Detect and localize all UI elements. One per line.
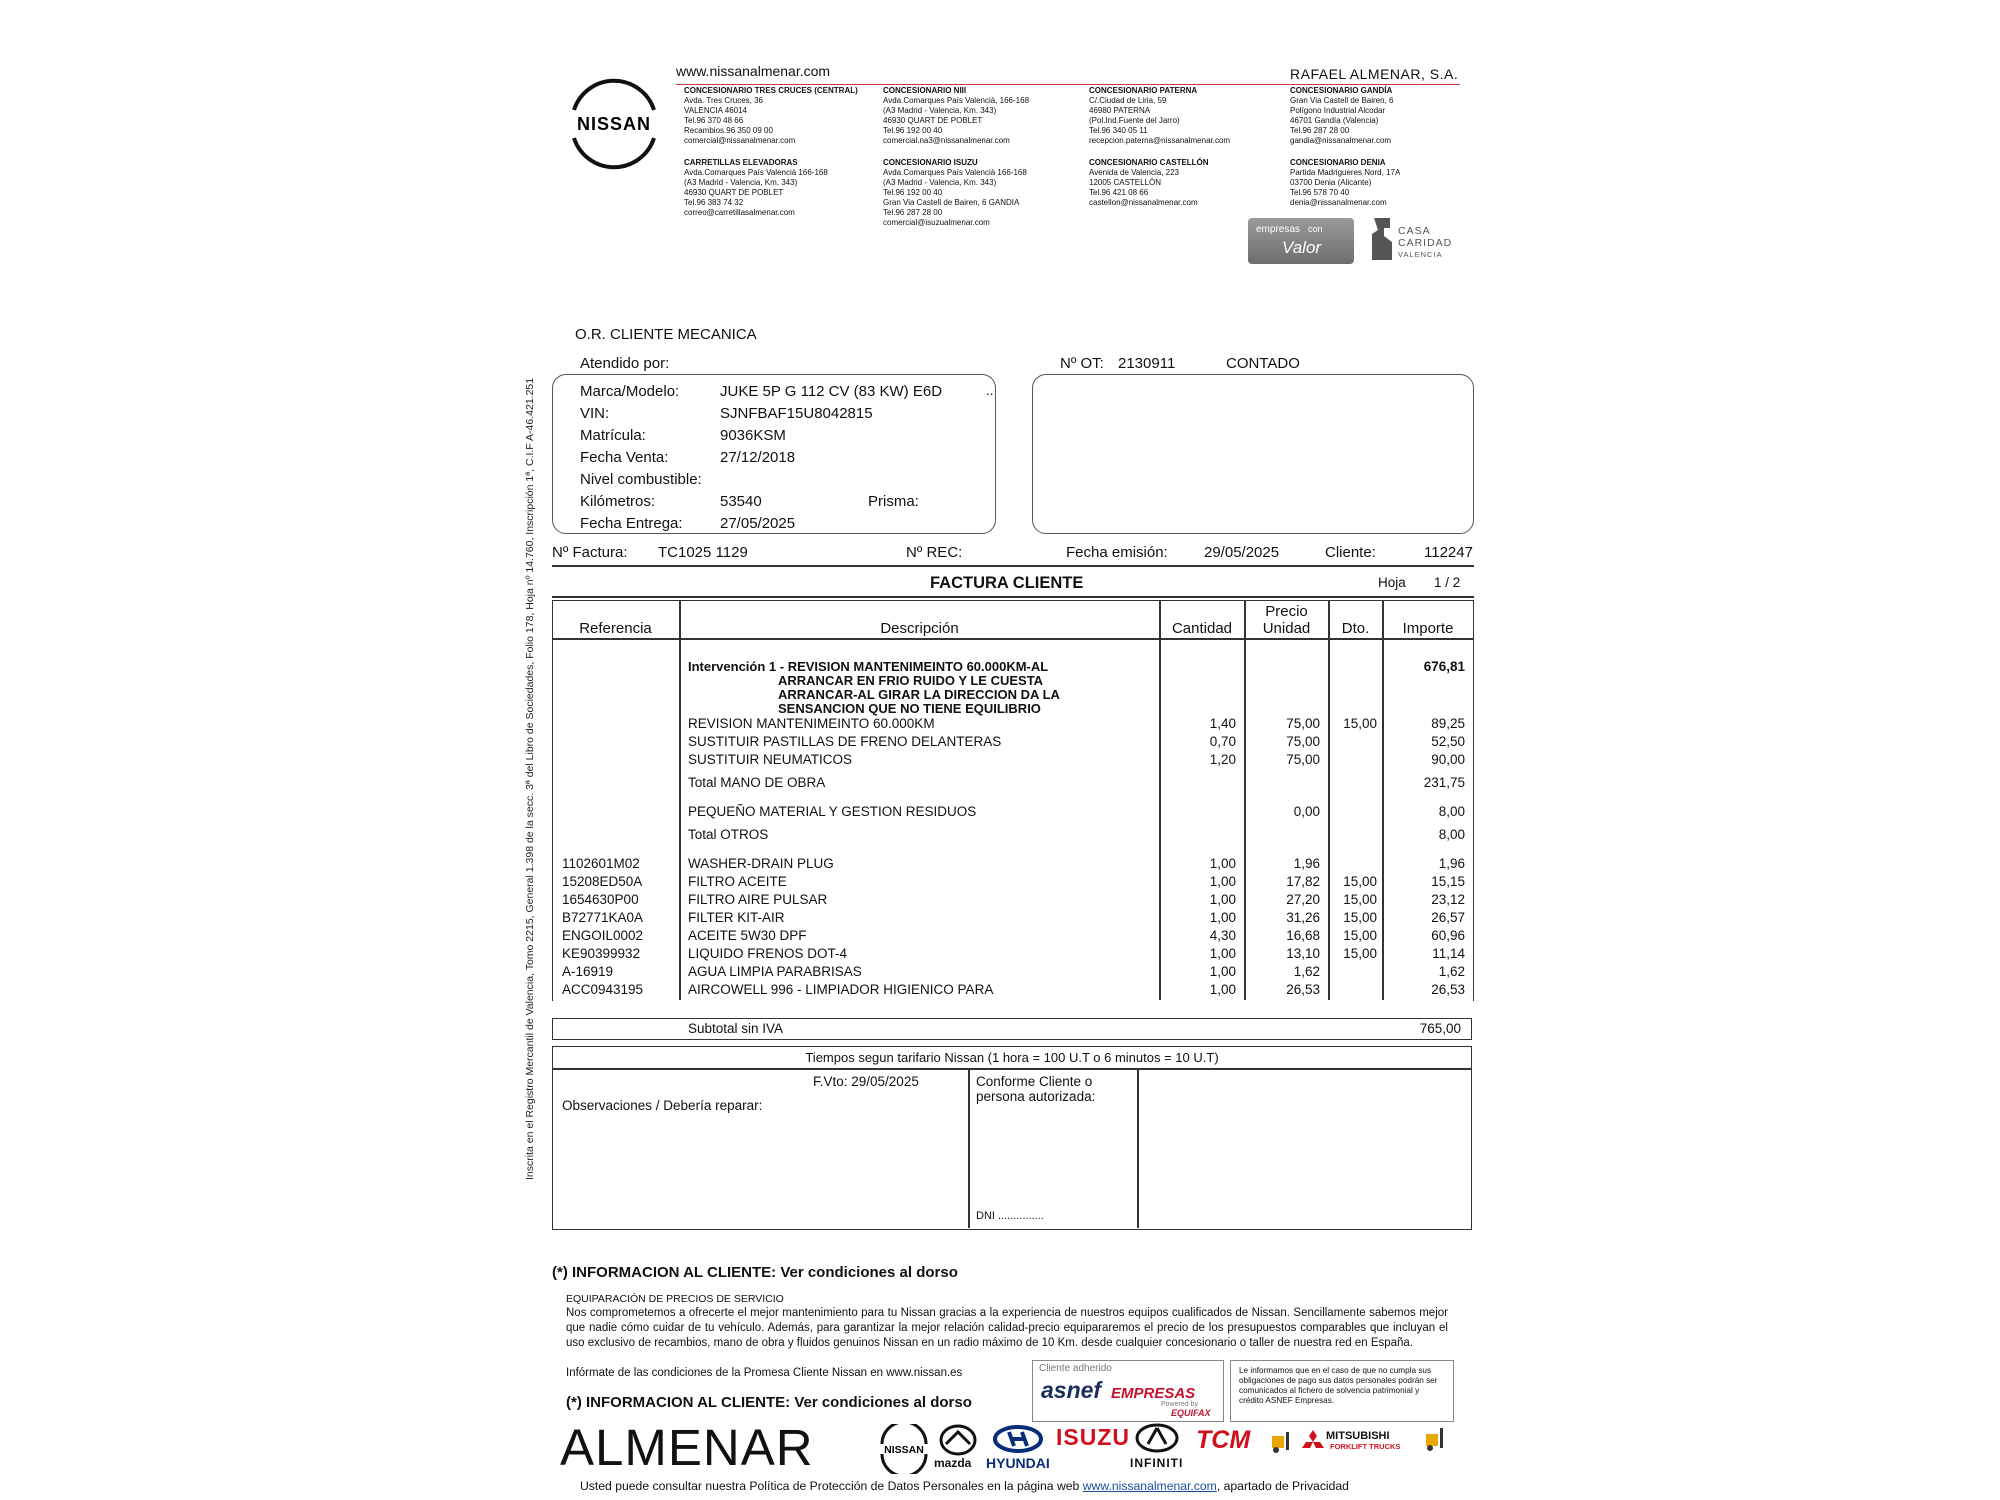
part-price: 13,10 <box>1286 946 1320 961</box>
forklift-icon <box>1270 1430 1294 1454</box>
labour-amount: 90,00 <box>1431 752 1465 767</box>
part-ref: 15208ED50A <box>562 874 643 889</box>
part-amount: 26,53 <box>1431 982 1465 997</box>
km-label: Kilómetros: <box>580 493 656 510</box>
part-dto: 15,00 <box>1343 892 1377 907</box>
dni-field: DNI ............... <box>976 1210 1044 1222</box>
labour-total-label: Total MANO DE OBRA <box>688 775 826 790</box>
part-amount: 1,96 <box>1438 856 1465 871</box>
prisma-label: Prisma: <box>868 493 919 510</box>
labour-price: 75,00 <box>1286 716 1320 731</box>
part-ref: KE90399932 <box>562 946 641 961</box>
header-descripcion: Descripción <box>880 620 959 637</box>
header-referencia: Referencia <box>579 620 652 637</box>
delivery-value: 27/05/2025 <box>720 515 796 532</box>
part-price: 26,53 <box>1286 982 1320 997</box>
part-ref: ACC0943195 <box>562 982 644 997</box>
mazda-icon <box>938 1424 978 1456</box>
part-qty: 1,00 <box>1209 946 1236 961</box>
order-title: O.R. CLIENTE MECANICA <box>575 326 757 343</box>
times-note: Tiempos segun tarifario Nissan (1 hora = 100 U.T o 6 minutos = 10 U.T) <box>805 1050 1219 1065</box>
times-rule <box>552 1068 1472 1070</box>
page-value: 1 / 2 <box>1434 575 1461 590</box>
sale-date-value: 27/12/2018 <box>720 449 796 466</box>
part-desc: FILTRO ACEITE <box>688 874 787 889</box>
dealer-castellon: CONCESIONARIO CASTELLÓN Avenida de Valencia, 223 12005 CASTELLÓN Tel.96 421 08 66 castellon@nissanalmenar.com <box>1089 158 1209 207</box>
part-desc: ACEITE 5W30 DPF <box>688 928 807 943</box>
company-name: RAFAEL ALMENAR, S.A. <box>1290 66 1459 82</box>
header-bottom-rule <box>552 638 1474 640</box>
mitsubishi-sub: FORKLIFT TRUCKS <box>1330 1442 1401 1451</box>
subtotal-value: 765,00 <box>1419 1021 1461 1036</box>
vin-value: SJNFBAF15U8042815 <box>720 405 873 422</box>
svg-text:NISSAN: NISSAN <box>576 114 652 134</box>
info-paragraph-2: Infórmate de las condiciones de la Promesa Cliente Nissan en www.nissan.es <box>566 1367 963 1379</box>
part-desc: FILTER KIT-AIR <box>688 910 785 925</box>
part-ref: B72771KA0A <box>562 910 644 925</box>
dealer-carretillas: CARRETILLAS ELEVADORAS Avda.Comarques País Valencià 166-168 (A3 Madrid - Valencia, Km. 343) 46930 QUART DE POBLET Tel.96 383 74 32 correo@carretillasalmenar.com <box>684 158 828 217</box>
dealer-tres-cruces: CONCESIONARIO TRES CRUCES (CENTRAL) Avda. Tres Cruces, 36 VALENCIA 46014 Tel.96 370 48 66 Recambios.96 350 09 00 comercial@nissanalmenar.com <box>684 86 858 145</box>
labour-total: 231,75 <box>1423 775 1465 790</box>
part-qty: 1,00 <box>1209 892 1236 907</box>
asnef-badge: Cliente adherido asnef EMPRESAS Powered by EQUIFAX <box>1032 1360 1224 1422</box>
hyundai-icon <box>992 1424 1044 1454</box>
intervention-line-4: SENSANCION QUE NO TIENE EQUILIBRIO <box>778 701 1041 716</box>
header-precio: Precio <box>1265 603 1308 620</box>
empresas-con-valor-badge: empresas con Valor <box>1248 218 1354 264</box>
labour-amount: 52,50 <box>1431 734 1465 749</box>
part-ref: ENGOIL0002 <box>562 928 644 943</box>
privacy-text-after: , apartado de Privacidad <box>1216 1479 1349 1493</box>
conforme-label: Conforme Cliente o persona autorizada: <box>976 1074 1096 1104</box>
part-qty: 1,00 <box>1209 874 1236 889</box>
info-paragraph: Nos comprometemos a ofrecerte el mejor mantenimiento para tu Nissan gracias a la experiencia de nuestros equipos cualificados de Nissan. Sencillamente sabemos mejor que nadie cómo cuidar de tu vehículo. Además, para garantizar la mejor relación calidad-precio equipararemos el precio de los presupuestos comparables que incluyan el uso exclusivo de recambios, mano de obra y fluidos genuinos Nissan en un radio máximo de 10 Km. desde cualquier concesionario o taller de nuestra red en España. <box>566 1307 1448 1350</box>
website-url[interactable]: www.nissanalmenar.com <box>676 63 831 79</box>
header-rule <box>676 84 1460 85</box>
privacy-text: Usted puede consultar nuestra Política de Protección de Datos Personales en la página web <box>580 1479 1080 1493</box>
other-desc: PEQUEÑO MATERIAL Y GESTION RESIDUOS <box>688 804 977 819</box>
invoice-title: FACTURA CLIENTE <box>930 574 1084 592</box>
part-price: 16,68 <box>1286 928 1320 943</box>
dealer-isuzu: CONCESIONARIO ISUZU Avda.Comarques País Valencià 166-168 (A3 Madrid - Valencia, Km. 343) Tel.96 192 00 40 Gran Via Castell de Bairen, 6 GANDIA Tel.96 287 28 00 comercial@isuzualmenar.com <box>883 158 1027 227</box>
title-rule <box>552 596 1474 598</box>
mitsubishi-icon <box>1302 1430 1324 1450</box>
dealer-niii: CONCESIONARIO NIII Avda.Comarques País Valencià, 166-168 (A3 Madrid - Valencia, Km. 343) 46930 QUART DE POBLET Tel.96 192 00 40 comercial.na3@nissanalmenar.com <box>883 86 1030 145</box>
dealer-paterna: CONCESIONARIO PATERNA C/.Ciudad de Liria, 59 46980 PATERNA (Pol.Ind.Fuente del Jarro) Tel.96 340 05 11 recepcion.paterna@nissanalmenar.com <box>1089 86 1231 145</box>
labour-desc: SUSTITUIR PASTILLAS DE FRENO DELANTERAS <box>688 734 1002 749</box>
part-desc: WASHER-DRAIN PLUG <box>688 856 834 871</box>
infiniti-label: INFINITI <box>1130 1456 1184 1470</box>
header-importe: Importe <box>1402 620 1454 637</box>
almenar-logo: ALMENAR <box>560 1419 814 1476</box>
part-qty: 1,00 <box>1209 982 1236 997</box>
part-dto: 15,00 <box>1343 928 1377 943</box>
obs-divider-1 <box>968 1068 970 1228</box>
info-heading-2: (*) INFORMACION AL CLIENTE: Ver condiciones al dorso <box>566 1394 972 1411</box>
brand-dots: .. <box>986 383 994 398</box>
part-qty: 4,30 <box>1209 928 1236 943</box>
registry-sidebar: Inscrita en el Registro Mercantil de Valencia, Tomo 2215, General 1.398 de la secc. 3ª del Libro de Sociedades, Folio 178, Hoja nº 14.760, Inscripción 1ª, C.I.F A-46.421.251 <box>524 377 536 1180</box>
client-value: 112247 <box>1424 544 1473 561</box>
part-price: 17,82 <box>1286 874 1320 889</box>
labour-price: 75,00 <box>1286 734 1320 749</box>
labour-amount: 89,25 <box>1431 716 1465 731</box>
dealer-denia: CONCESIONARIO DENIA Partida Madrigueres Nord, 17A 03700 Denia (Alicante) Tel.96 578 70 40 denia@nissanalmenar.com <box>1290 158 1401 207</box>
invoice-number-label: Nº Factura: <box>552 544 628 561</box>
other-total: 8,00 <box>1438 827 1465 842</box>
header-dto: Dto. <box>1341 620 1370 637</box>
intervention-line-1: Intervención 1 - REVISION MANTENIMEINTO 60.000KM-AL <box>688 659 1049 674</box>
delivery-label: Fecha Entrega: <box>580 515 683 532</box>
asnef-note-box: Le informamos que en el caso de que no cumpla sus obligaciones de pago sus datos personales podrán ser comunicados al fichero de solvencia patrimonial y crédito ASNEF Empresas. <box>1230 1360 1454 1422</box>
part-desc: AGUA LIMPIA PARABRISAS <box>688 964 862 979</box>
header-cantidad: Cantidad <box>1171 620 1233 637</box>
labour-dto: 15,00 <box>1343 716 1377 731</box>
part-ref: 1102601M02 <box>562 856 640 871</box>
observations-label: Observaciones / Debería reparar: <box>562 1098 763 1113</box>
header-unidad: Unidad <box>1262 620 1311 637</box>
info-heading: (*) INFORMACION AL CLIENTE: Ver condiciones al dorso <box>552 1264 958 1281</box>
intervention-line-2: ARRANCAR EN FRIO RUIDO Y LE CUESTA <box>778 673 1044 688</box>
part-dto: 15,00 <box>1343 910 1377 925</box>
casa-caridad-text: CASA CARIDAD VALENCIA <box>1398 225 1453 259</box>
svg-text:NISSAN: NISSAN <box>884 1444 924 1456</box>
km-value: 53540 <box>720 493 762 510</box>
issue-date-value: 29/05/2025 <box>1204 544 1280 561</box>
other-total-label: Total OTROS <box>688 827 769 842</box>
infiniti-icon <box>1134 1422 1180 1454</box>
isuzu-logo: ISUZU <box>1056 1424 1130 1450</box>
tcm-logo: TCM <box>1196 1426 1251 1454</box>
page-label: Hoja <box>1378 575 1406 590</box>
labour-price: 75,00 <box>1286 752 1320 767</box>
part-amount: 23,12 <box>1431 892 1465 907</box>
part-amount: 1,62 <box>1438 964 1465 979</box>
invoice-number-value: TC1025 1129 <box>658 544 748 561</box>
attended-label: Atendido por: <box>580 355 670 372</box>
part-price: 1,96 <box>1293 856 1320 871</box>
part-dto: 15,00 <box>1343 874 1377 889</box>
labour-qty: 0,70 <box>1209 734 1236 749</box>
ot-label: Nº OT: <box>1060 355 1104 372</box>
part-amount: 11,14 <box>1432 946 1465 961</box>
privacy-link[interactable]: www.nissanalmenar.com <box>1082 1479 1217 1493</box>
brand-label: Marca/Modelo: <box>580 383 680 400</box>
other-amount: 8,00 <box>1438 804 1465 819</box>
labour-desc: SUSTITUIR NEUMATICOS <box>688 752 853 767</box>
mitsubishi-label: MITSUBISHI <box>1326 1430 1390 1442</box>
vin-label: VIN: <box>580 405 610 422</box>
labour-desc: REVISION MANTENIMEINTO 60.000KM <box>688 716 935 731</box>
plate-label: Matrícula: <box>580 427 646 444</box>
mazda-label: mazda <box>934 1456 972 1470</box>
dealer-gandia: CONCESIONARIO GANDÍA Gran Via Castell de Bairen, 6 Polígono Industrial Alcodar 46701 Gandía (Valencia) Tel.96 287 28 00 gandia@nissanalmenar.com <box>1290 86 1394 145</box>
brand-value: JUKE 5P G 112 CV (83 KW) E6D <box>720 383 943 400</box>
part-qty: 1,00 <box>1209 856 1236 871</box>
info-subheading: EQUIPARACIÓN DE PRECIOS DE SERVICIO <box>566 1293 784 1305</box>
hyundai-label: HYUNDAI <box>986 1455 1050 1471</box>
labour-qty: 1,40 <box>1209 716 1236 731</box>
plate-value: 9036KSM <box>720 427 786 444</box>
client-label: Cliente: <box>1325 544 1376 561</box>
part-desc: FILTRO AIRE PULSAR <box>688 892 828 907</box>
part-desc: AIRCOWELL 996 - LIMPIADOR HIGIENICO PARA <box>688 982 994 997</box>
part-amount: 60,96 <box>1431 928 1465 943</box>
part-qty: 1,00 <box>1209 910 1236 925</box>
part-amount: 15,15 <box>1431 874 1465 889</box>
forklift-icon-2 <box>1424 1426 1448 1452</box>
client-address-box <box>1032 374 1474 534</box>
intervention-line-3: ARRANCAR-AL GIRAR LA DIRECCION DA LA <box>778 687 1060 702</box>
labour-qty: 1,20 <box>1209 752 1236 767</box>
privacy-note <box>580 1479 1349 1493</box>
invoice-rule <box>552 565 1474 567</box>
part-desc: LIQUIDO FRENOS DOT-4 <box>688 946 848 961</box>
sale-date-label: Fecha Venta: <box>580 449 669 466</box>
payment-type: CONTADO <box>1226 355 1300 372</box>
due-date: F.Vto: 29/05/2025 <box>813 1074 919 1089</box>
issue-date-label: Fecha emisión: <box>1066 544 1168 561</box>
intervention-amount: 676,81 <box>1423 659 1465 674</box>
obs-divider-2 <box>1137 1068 1139 1228</box>
part-ref: 1654630P00 <box>562 892 639 907</box>
fuel-label: Nivel combustible: <box>580 471 702 488</box>
rec-label: Nº REC: <box>906 544 963 561</box>
part-amount: 26,57 <box>1431 910 1465 925</box>
ot-value: 2130911 <box>1118 355 1176 372</box>
other-price: 0,00 <box>1293 804 1320 819</box>
part-ref: A-16919 <box>562 964 614 979</box>
nissan-logo <box>560 70 668 178</box>
subtotal-label: Subtotal sin IVA <box>688 1021 784 1036</box>
part-price: 31,26 <box>1286 910 1320 925</box>
nissan-brand-icon <box>876 1424 932 1474</box>
casa-caridad-icon <box>1368 214 1396 264</box>
part-price: 27,20 <box>1286 892 1320 907</box>
col-divider-ref <box>679 600 681 1000</box>
part-qty: 1,00 <box>1209 964 1236 979</box>
part-dto: 15,00 <box>1343 946 1377 961</box>
part-price: 1,62 <box>1293 964 1320 979</box>
